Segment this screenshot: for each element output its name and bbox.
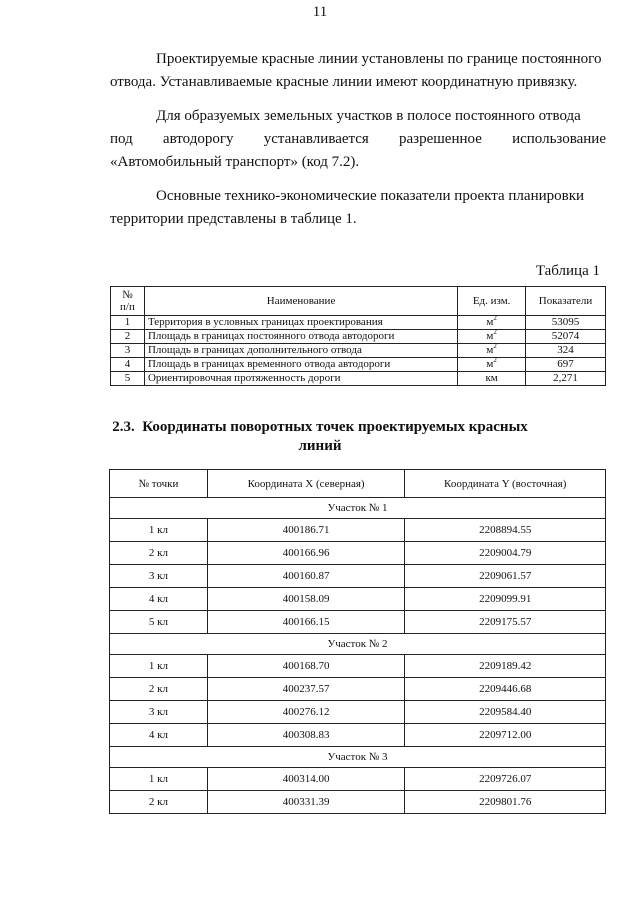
section-title: Участок № 2: [110, 634, 606, 655]
coord-y: 2209726.07: [405, 768, 606, 791]
table-row: [110, 678, 606, 701]
row-value: 697: [526, 358, 606, 372]
row-name: Площадь в границах временного отвода автодороги: [144, 358, 457, 372]
row-unit: [458, 330, 526, 344]
coord-x: 400237.57: [207, 678, 405, 701]
paragraph-line: отвода. Устанавливаемые красные линии имеют координатную привязку.: [110, 74, 578, 90]
coord-x: 400314.00: [207, 768, 405, 791]
unit-text: м: [486, 316, 494, 328]
table-row: [110, 588, 606, 611]
row-name: Ориентировочная протяженность дороги: [144, 372, 457, 386]
paragraph-indicators: [110, 185, 606, 231]
table-row: [110, 724, 606, 747]
table-row: [111, 358, 606, 372]
table-header-row: [111, 287, 606, 316]
section-heading-line2: линий: [298, 438, 342, 454]
point-id: 4 кл: [110, 588, 208, 611]
table-row: [110, 701, 606, 724]
table-header-row: [110, 470, 606, 498]
row-unit: [458, 358, 526, 372]
table-row: [111, 316, 606, 330]
row-num: 4: [111, 358, 145, 372]
header-point: № точки: [110, 470, 208, 498]
table-row: [110, 791, 606, 814]
paragraph-line: Проектируемые красные линии установлены по границе постоянного: [156, 51, 602, 67]
section-row: [110, 498, 606, 519]
unit-superscript: 2: [493, 342, 497, 350]
coord-x: 400186.71: [207, 519, 405, 542]
coord-y: 2209446.68: [405, 678, 606, 701]
table-row: [111, 344, 606, 358]
row-num: 5: [111, 372, 145, 386]
coord-y: 2209099.91: [405, 588, 606, 611]
point-id: 5 кл: [110, 611, 208, 634]
row-unit: [458, 372, 526, 386]
section-heading: [0, 418, 640, 456]
point-id: 3 кл: [110, 565, 208, 588]
coord-y: 2209189.42: [405, 655, 606, 678]
word: автодорогу: [162, 131, 234, 147]
point-id: 2 кл: [110, 542, 208, 565]
table-row: [110, 768, 606, 791]
header-value: Показатели: [526, 287, 606, 316]
coord-x: 400166.15: [207, 611, 405, 634]
header-num-line1: №: [122, 289, 133, 301]
coord-y: 2209584.40: [405, 701, 606, 724]
table-row: [111, 330, 606, 344]
point-id: 2 кл: [110, 791, 208, 814]
indicators-table: [110, 286, 606, 386]
word: под: [110, 131, 133, 147]
unit-superscript: 2: [493, 328, 497, 336]
coord-y: 2208894.55: [405, 519, 606, 542]
coord-x: 400276.12: [207, 701, 405, 724]
row-num: 3: [111, 344, 145, 358]
row-value: 53095: [526, 316, 606, 330]
row-name: Площадь в границах постоянного отвода автодороги: [144, 330, 457, 344]
coord-x: 400166.96: [207, 542, 405, 565]
point-id: 4 кл: [110, 724, 208, 747]
page-number: 11: [312, 4, 328, 20]
coordinates-table: [109, 469, 606, 814]
row-value: 324: [526, 344, 606, 358]
unit-text: м: [486, 330, 494, 342]
coord-y: 2209712.00: [405, 724, 606, 747]
row-unit: [458, 316, 526, 330]
section-number: 2.3.: [112, 419, 135, 435]
header-x: Координата X (северная): [207, 470, 405, 498]
section-row: [110, 634, 606, 655]
table-row: [110, 542, 606, 565]
section-title: Участок № 1: [110, 498, 606, 519]
header-name: Наименование: [144, 287, 457, 316]
point-id: 1 кл: [110, 768, 208, 791]
coord-y: 2209801.76: [405, 791, 606, 814]
section-heading-line1: [0, 418, 640, 437]
coord-x: 400160.87: [207, 565, 405, 588]
row-value: 2,271: [526, 372, 606, 386]
paragraph-red-lines: [110, 48, 606, 94]
unit-text: км: [485, 372, 498, 384]
coord-x: 400158.09: [207, 588, 405, 611]
unit-text: м: [486, 344, 494, 356]
table-row: [110, 611, 606, 634]
coord-y: 2209061.57: [405, 565, 606, 588]
coord-y: 2209175.57: [405, 611, 606, 634]
table-row: [110, 655, 606, 678]
unit-superscript: 2: [493, 356, 497, 364]
paragraph-line: Для образуемых земельных участков в полосе постоянного отвода: [156, 108, 581, 124]
table-row: [110, 519, 606, 542]
table-row: [110, 565, 606, 588]
header-num: [111, 287, 145, 316]
row-unit: [458, 344, 526, 358]
point-id: 1 кл: [110, 655, 208, 678]
coord-y: 2209004.79: [405, 542, 606, 565]
unit-text: м: [486, 358, 494, 370]
header-unit: Ед. изм.: [458, 287, 526, 316]
row-name: Территория в условных границах проектирования: [144, 316, 457, 330]
coord-x: 400308.83: [207, 724, 405, 747]
word: разрешенное: [399, 131, 482, 147]
paragraph-line: «Автомобильный транспорт» (код 7.2).: [110, 154, 360, 170]
paragraph-line: Основные технико-экономические показатели проекта планировки: [156, 188, 585, 204]
table-row: [111, 372, 606, 386]
unit-superscript: 2: [493, 314, 497, 322]
coord-x: 400168.70: [207, 655, 405, 678]
header-y: Координата Y (восточная): [405, 470, 606, 498]
row-value: 52074: [526, 330, 606, 344]
section-row: [110, 747, 606, 768]
word: устанавливается: [263, 131, 369, 147]
justified-line: [110, 128, 606, 151]
header-num-line2: п/п: [120, 301, 135, 313]
paragraph-land-use: [110, 105, 606, 174]
row-num: 2: [111, 330, 145, 344]
point-id: 2 кл: [110, 678, 208, 701]
table1-caption: Таблица 1: [535, 263, 600, 279]
section-title: Координаты поворотных точек проектируемых красных: [142, 419, 528, 435]
section-title: Участок № 3: [110, 747, 606, 768]
point-id: 1 кл: [110, 519, 208, 542]
row-num: 1: [111, 316, 145, 330]
point-id: 3 кл: [110, 701, 208, 724]
row-name: Площадь в границах дополнительного отвода: [144, 344, 457, 358]
word: использование: [512, 131, 606, 147]
coord-x: 400331.39: [207, 791, 405, 814]
paragraph-line: территории представлены в таблице 1.: [110, 211, 357, 227]
